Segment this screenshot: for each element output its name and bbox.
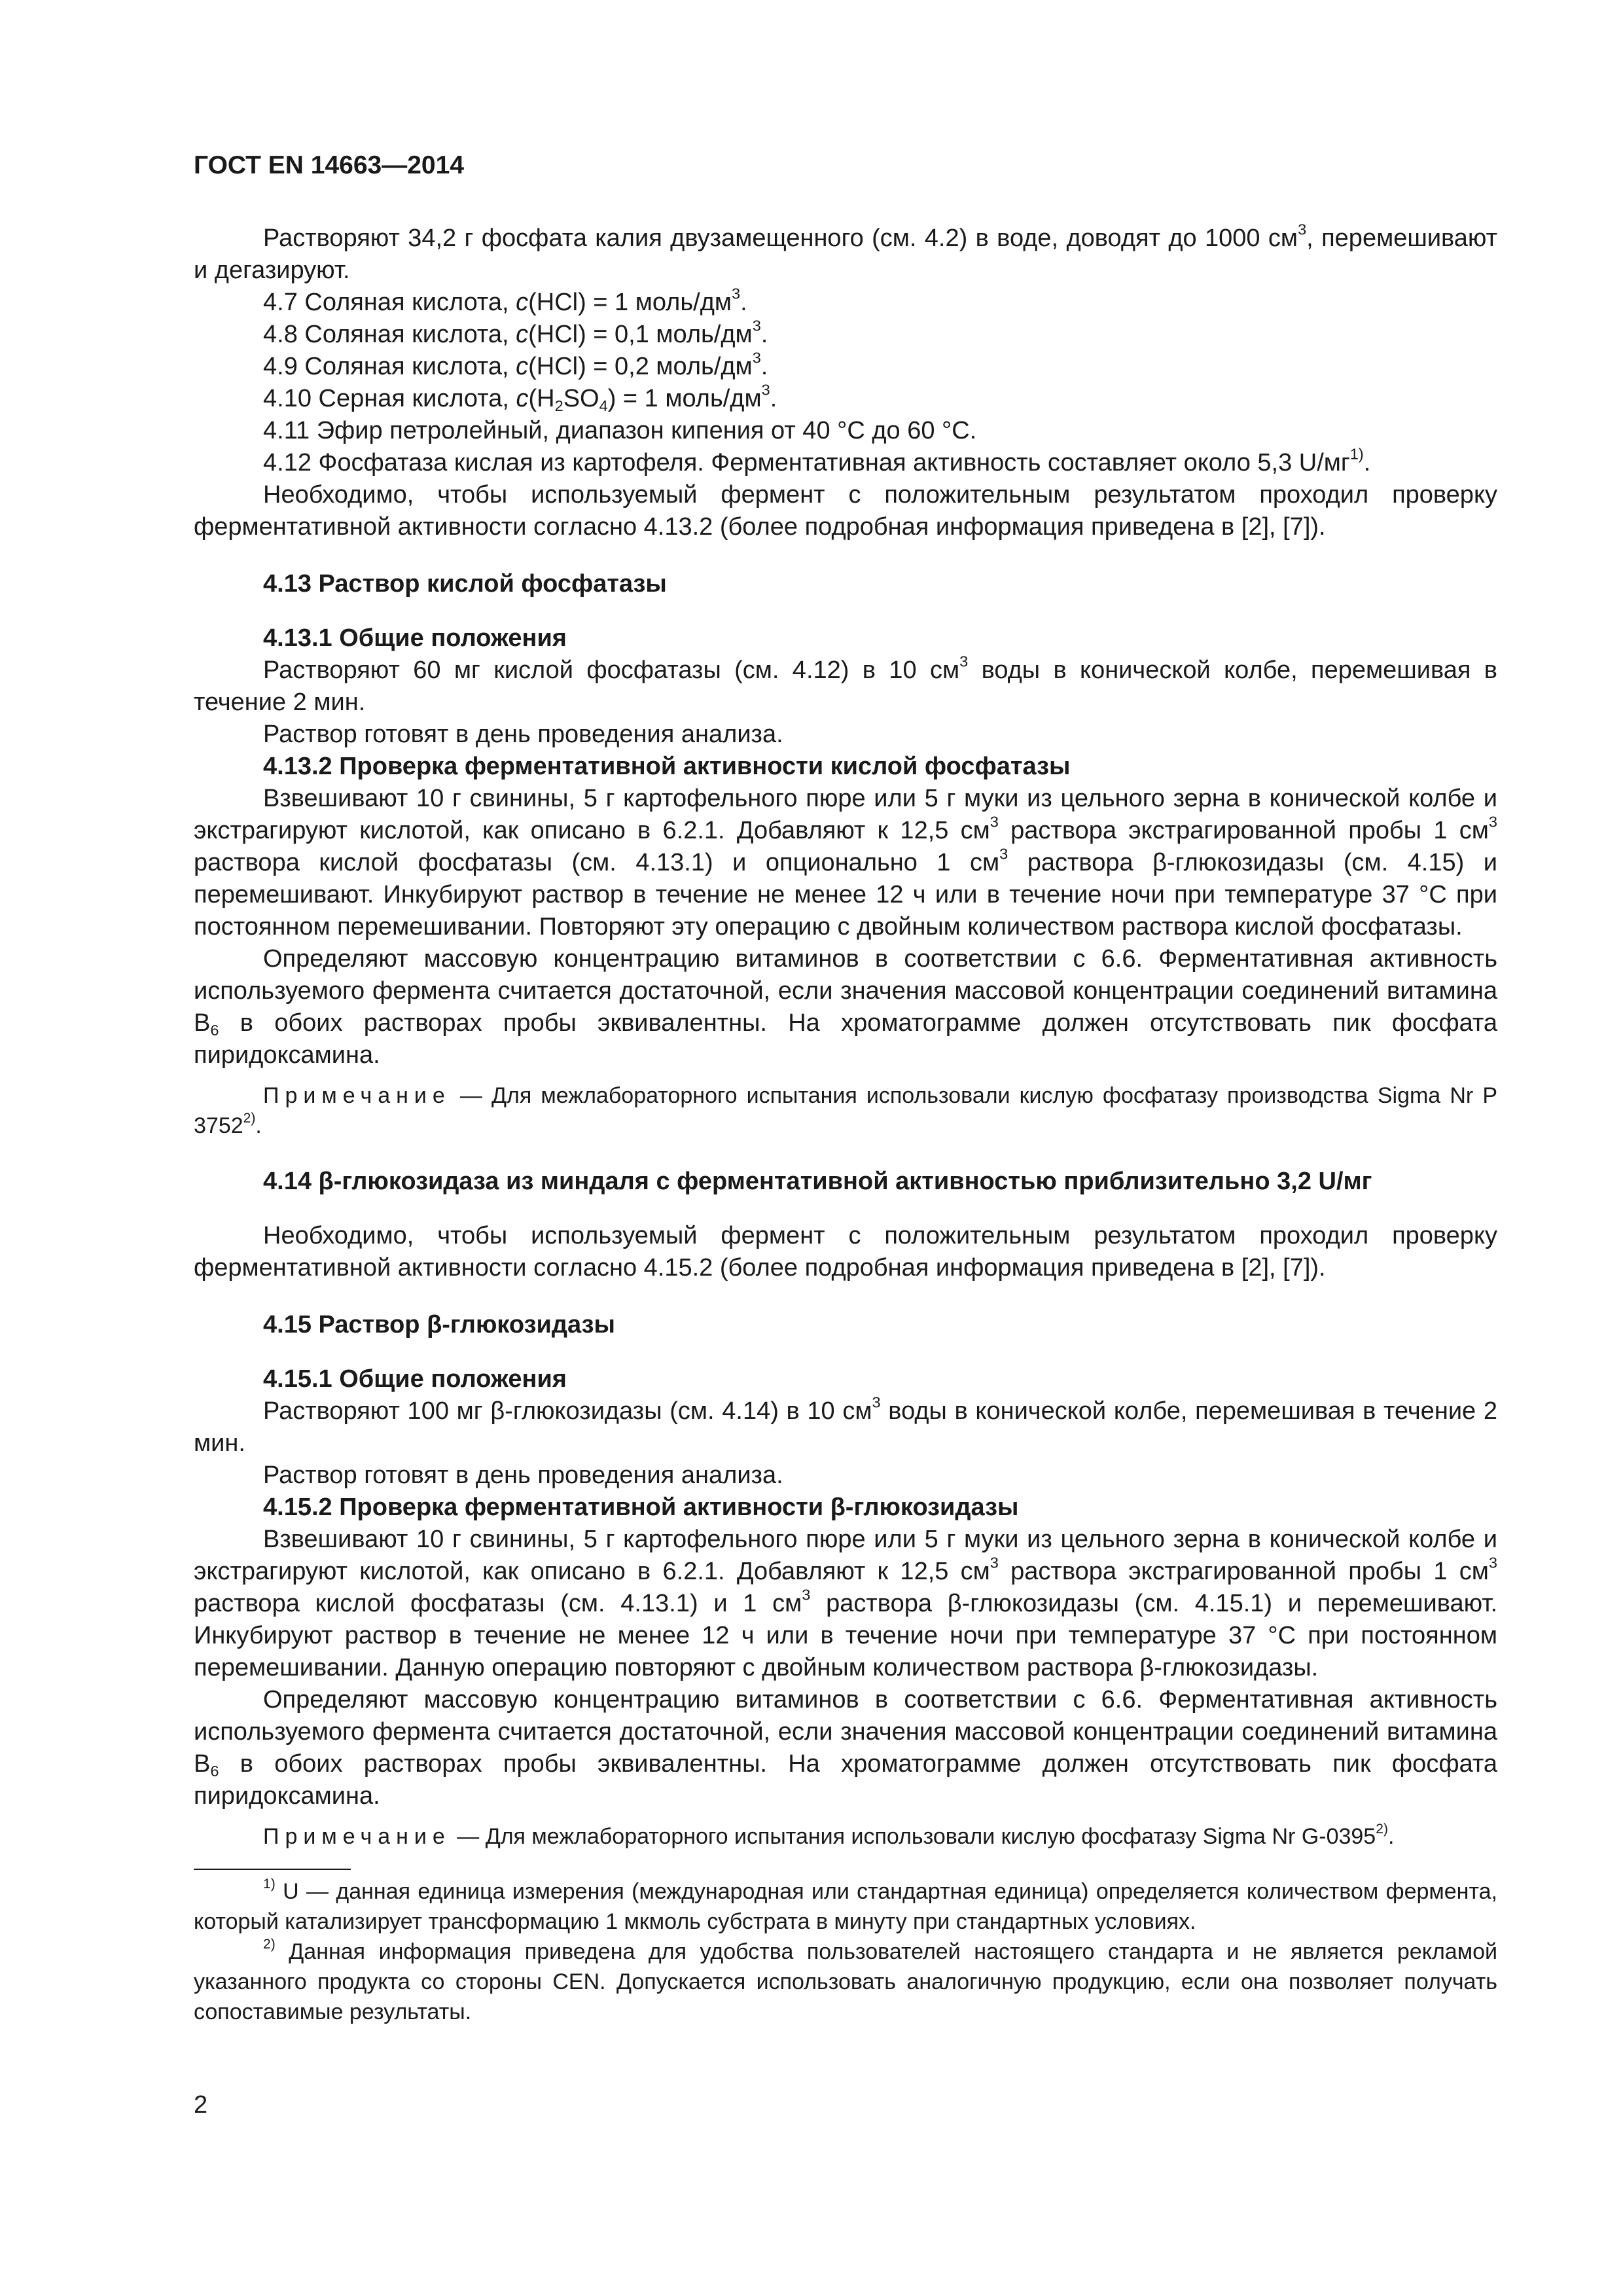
paragraph-determination-2: Определяют массовую концентрацию витаминов в соответствии с 6.6. Ферментативная активность используемого фермента считается достаточной, если значения массовой концентрации соединений витамина $B_6$ в обоих растворах пробы эквивалентны. На хроматограмме должен отсутствовать пик фосфата пиридоксамина.	[194, 1686, 1497, 1810]
document-body	[194, 223, 1497, 2027]
paragraph-determination-1: Определяют массовую концентрацию витаминов в соответствии с 6.6. Ферментативная активность используемого фермента считается достаточной, если значения массовой концентрации соединений витамина $B_6$ в обоих растворах пробы эквивалентны. На хроматограмме должен отсутствовать пик фосфата пиридоксамина.	[194, 945, 1497, 1069]
document-page	[194, 0, 1497, 2296]
paragraph-dissolve-phosphate: Растворяют 34,2 г фосфата калия двузамещенного (см. 4.2) в воде, доводят до 1000 $см^3$, перемешивают и дегазируют.	[194, 221, 1498, 284]
item-4-7: 4.7 Соляная кислота, c(HCl) = 1 моль/$дм^3$.	[263, 285, 747, 316]
heading-4-13-1: 4.13.1 Общие положения	[263, 624, 567, 652]
paragraph-4-14: Необходимо, чтобы используемый фермент с положительным результатом проходил проверку ферментативной активности согласно 4.15.2 (более подробная информация приведена в [2], [7]).	[194, 1222, 1497, 1282]
item-4-9: 4.9 Соляная кислота, c(HCl) = 0,2 моль/$дм^3$.	[263, 349, 768, 380]
note-2: Примечание — Для межлабораторного испытания использовали кислую фосфатазу Sigma Nr G-0395$^{2)}$.	[263, 1821, 1395, 1849]
footnote-divider	[194, 1869, 351, 1870]
item-4-8: 4.8 Соляная кислота, c(HCl) = 0,1 моль/$дм^3$.	[263, 317, 768, 348]
page-number: 2	[194, 2091, 208, 2119]
footnote-1: $^{1)}$ U — данная единица измерения (международная или стандартная единица) определяется количеством фермента, который катализирует трансформацию 1 мкмоль субстрата в минуту при стандартных условиях.	[194, 1876, 1497, 1934]
document-header: ГОСТ EN 14663—2014	[194, 151, 465, 179]
item-4-10: 4.10 Серная кислота, $c(H_2SO_4) = 1$ моль/$дм^3$.	[263, 381, 777, 415]
paragraph-same-day-1: Раствор готовят в день проведения анализа.	[263, 721, 783, 748]
heading-4-15: 4.15 Раствор β-глюкозидазы	[263, 1311, 615, 1338]
item-4-12: 4.12 Фосфатаза кислая из картофеля. Ферментативная активность составляет около 5,3 $U/мг^{1)}$.	[263, 445, 1371, 476]
heading-4-13: 4.13 Раствор кислой фосфатазы	[263, 570, 667, 598]
paragraph-4-13-2: Взвешивают 10 г свинины, 5 г картофельного пюре или 5 г муки из цельного зерна в конической колбе и экстрагируют кислотой, как описано в 6.2.1. Добавляют к 12,5 $см^3$ раствора экстрагированной пробы 1 $см^3$ раствора кислой фосфатазы (см. 4.13.1) и опционально 1 $см^3$ раствора β-глюкозидазы (см. 4.15) и перемешивают. Инкубируют раствор в течение не менее 12 ч или в течение ночи при температуре 37 °С при постоянном перемешивании. Повторяют эту операцию с двойным количеством раствора кислой фосфатазы.	[194, 785, 1497, 941]
heading-4-14: 4.14 β-глюкозидаза из миндаля с ферментативной активностью приблизительно 3,2 U/мг	[263, 1168, 1372, 1195]
paragraph-4-12-check: Необходимо, чтобы используемый фермент с положительным результатом проходил проверку ферментативной активности согласно 4.13.2 (более подробная информация приведена в [2], [7]).	[194, 481, 1497, 541]
heading-4-15-1: 4.15.1 Общие положения	[263, 1365, 567, 1393]
footnote-ref-2: 2)	[243, 1111, 256, 1126]
footnote-2: $^{2)}$ Данная информация приведена для удобства пользователей настоящего стандарта и не является рекламой указанного продукта со стороны CEN. Допускается использовать аналогичную продукцию, если она позволяет получать сопоставимые результаты.	[194, 1937, 1497, 2024]
heading-4-15-2: 4.15.2 Проверка ферментативной активности β-глюкозидазы	[263, 1494, 1019, 1521]
paragraph-4-15-2: Взвешивают 10 г свинины, 5 г картофельного пюре или 5 г муки из цельного зерна в конической колбе и экстрагируют кислотой, как описано в 6.2.1. Добавляют к 12,5 $см^3$ раствора экстрагированной пробы 1 $см^3$ раствора кислой фосфатазы (см. 4.13.1) и 1 $см^3$ раствора β-глюкозидазы (см. 4.15.1) и перемешивают. Инкубируют раствор в течение не менее 12 ч или в течение ночи при температуре 37 °С при постоянном перемешивании. Данную операцию повторяют с двойным количеством раствора β-глюкозидазы.	[194, 1526, 1497, 1681]
note-1: Примечание — Для межлабораторного испытания использовали кислую фосфатазу производства Sigma Nr P 3752$^{2)}$.	[194, 1083, 1497, 1138]
item-4-11: 4.11 Эфир петролейный, диапазон кипения от 40 °С до 60 °С.	[263, 417, 977, 444]
paragraph-same-day-2: Раствор готовят в день проведения анализа.	[263, 1462, 783, 1489]
paragraph-4-15-1: Растворяют 100 мг β-глюкозидазы (см. 4.14) в 10 $см^3$ воды в конической колбе, перемешивая в течение 2 мин.	[194, 1393, 1498, 1457]
footnote-ref-1: 1)	[1349, 445, 1364, 463]
paragraph-4-13-1: Растворяют 60 мг кислой фосфатазы (см. 4.12) в 10 $см^3$ воды в конической колбе, перемешивая в течение 2 мин.	[194, 653, 1497, 716]
heading-4-13-2: 4.13.2 Проверка ферментативной активности кислой фосфатазы	[263, 753, 1071, 780]
